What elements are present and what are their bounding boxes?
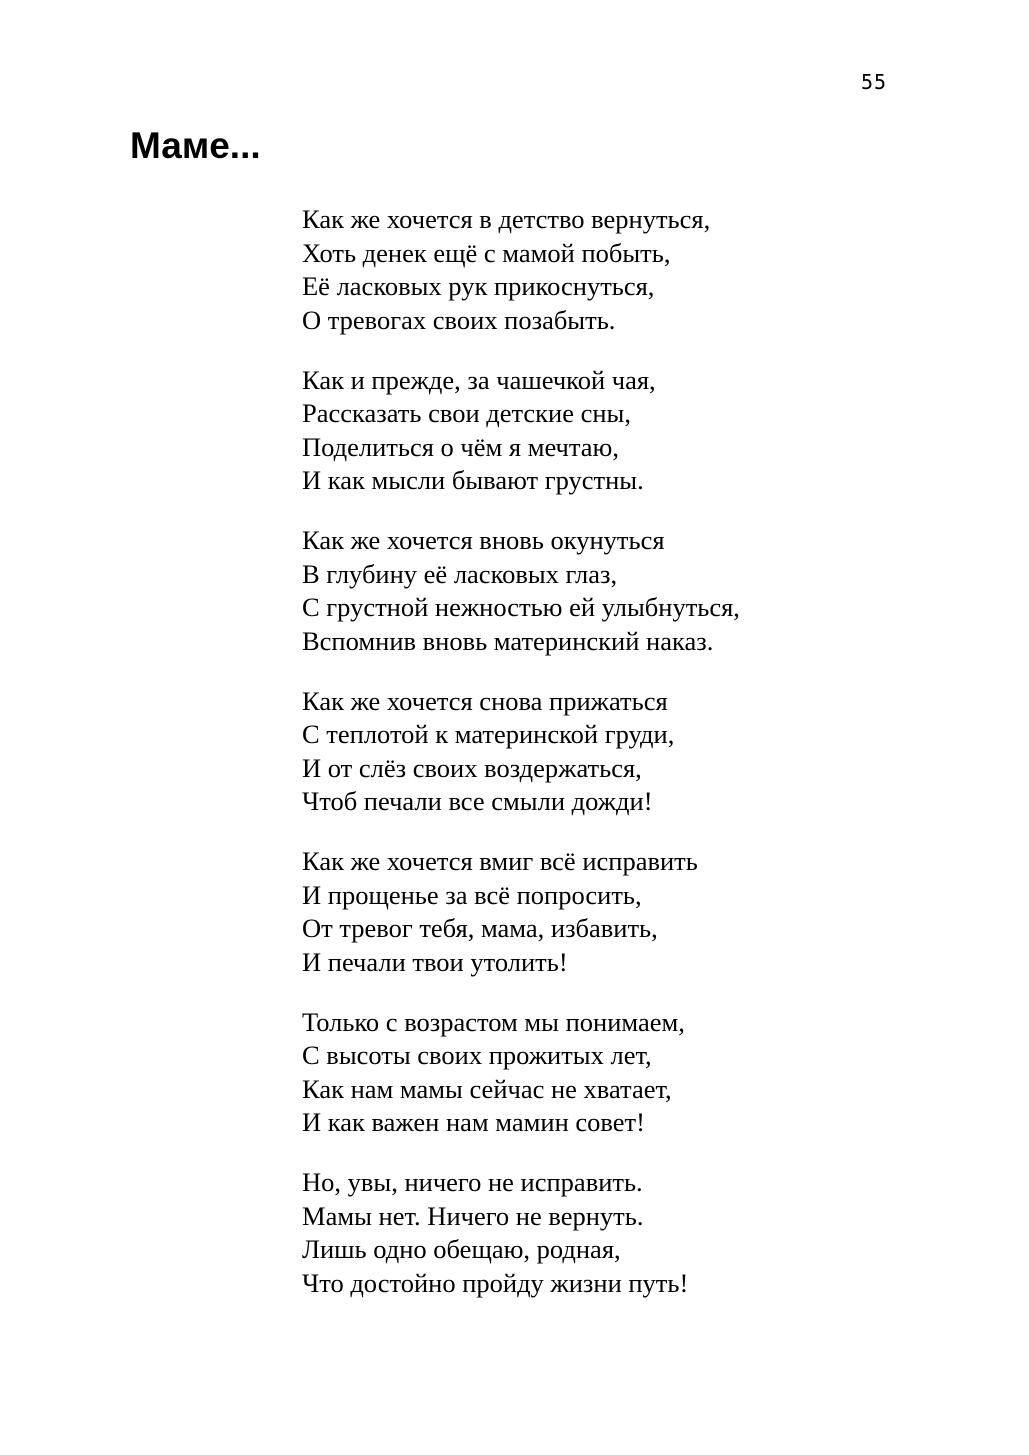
poem-line: Как же хочется в детство вернуться, — [302, 204, 711, 234]
poem-line: Как же хочется вмиг всё исправить — [302, 846, 698, 876]
poem-line: Её ласковых рук прикоснуться, — [302, 271, 655, 301]
poem-line: И как важен нам мамин совет! — [302, 1107, 645, 1137]
poem-line: Как и прежде, за чашечкой чая, — [302, 364, 656, 395]
poem-line: Лишь одно обещаю, родная, — [302, 1234, 621, 1264]
poem-line: Рассказать свои детские сны, — [302, 398, 631, 428]
poem-line: От тревог тебя, мама, избавить, — [302, 913, 658, 943]
poem-body — [302, 203, 740, 1327]
stanza — [302, 1006, 740, 1140]
stanza — [302, 845, 740, 979]
stanza — [302, 364, 740, 498]
poem-line: О тревогах своих позабыть. — [302, 304, 616, 335]
poem-line: Как нам мамы сейчас не хватает, — [302, 1073, 672, 1104]
poem-line: Поделиться о чём я мечтаю, — [302, 431, 619, 462]
stanza — [302, 1166, 740, 1300]
page-number: 55 — [861, 70, 888, 94]
poem-line: С грустной нежностью ей улыбнуться, — [302, 592, 740, 622]
poem-line: И печали твои утолить! — [302, 946, 568, 977]
stanza — [302, 524, 740, 658]
poem-line: Чтоб печали все смыли дожди! — [302, 786, 653, 816]
poem-line: Но, увы, ничего не исправить. — [302, 1167, 643, 1197]
poem-line: И от слёз своих воздержаться, — [302, 752, 642, 783]
poem-title: Маме... — [130, 125, 261, 166]
poem-line: И прощенье за всё попросить, — [302, 879, 642, 910]
poem-line: Как же хочется вновь окунуться — [302, 525, 665, 555]
poem-line: Мамы нет. Ничего не вернуть. — [302, 1200, 644, 1231]
stanza — [302, 203, 740, 337]
poem-line: Вспомнив вновь материнский наказ. — [302, 625, 714, 656]
poem-line: Только с возрастом мы понимаем, — [302, 1006, 685, 1037]
poem-line: Хоть денек ещё с мамой побыть, — [302, 237, 671, 268]
poem-line: И как мысли бывают грустны. — [302, 465, 644, 495]
poem-line: Как же хочется снова прижаться — [302, 685, 668, 716]
poem-line: В глубину её ласковых глаз, — [302, 558, 618, 589]
stanza — [302, 685, 740, 819]
poem-line: Что достойно пройду жизни путь! — [302, 1267, 689, 1298]
poem-line: С высоты своих прожитых лет, — [302, 1040, 652, 1070]
poem-line: С теплотой к материнской груди, — [302, 719, 675, 749]
